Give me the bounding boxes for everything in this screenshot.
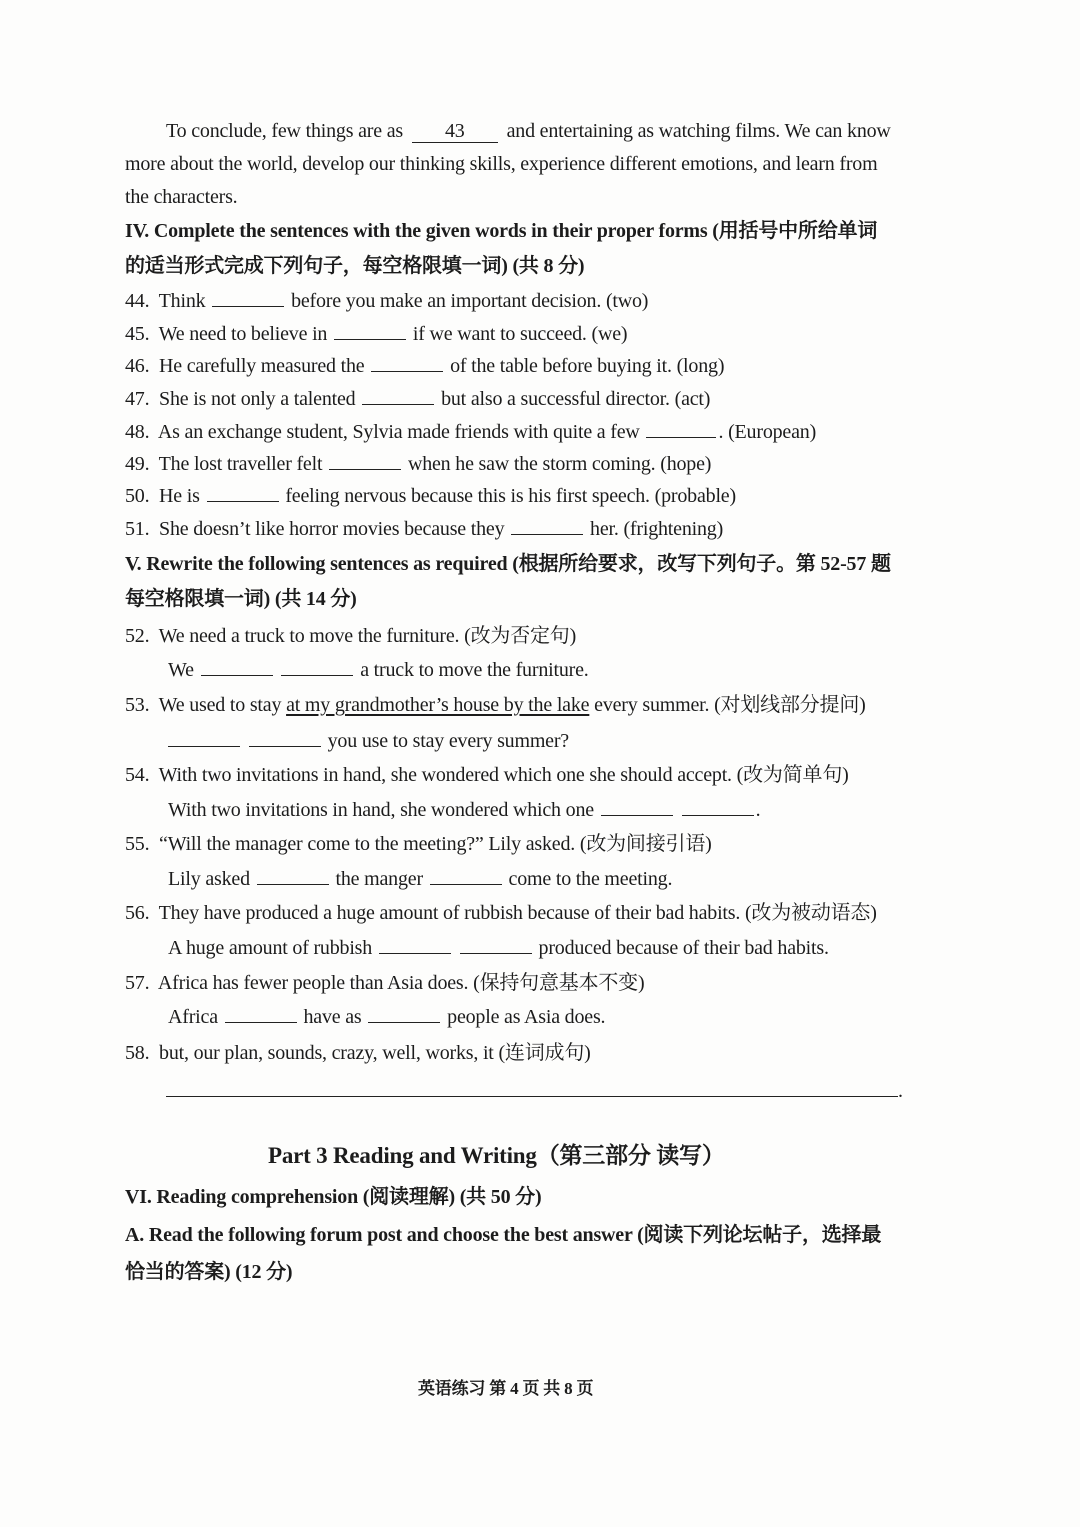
answer-blank[interactable] (682, 797, 754, 816)
answer-blank[interactable] (362, 386, 434, 405)
answer-blank[interactable] (334, 321, 406, 340)
answer-blank[interactable] (601, 797, 673, 816)
blank-43: 43 (412, 120, 498, 143)
question-56: 56. They have produced a huge amount of rubbish because of their bad habits. (改为被动语态) (125, 902, 877, 924)
question-46: 46. He carefully measured the of the table before buying it. (long) (125, 355, 725, 377)
section-5-heading: V. Rewrite the following sentences as required (根据所给要求，改写下列句子。第 52-57 题 (125, 553, 891, 575)
question-51: 51. She doesn’t like horror movies because they her. (frightening) (125, 518, 724, 540)
question-53: 53. We used to stay at my grandmother’s house by the lake every summer. (对划线部分提问) (125, 694, 866, 716)
answer-blank[interactable] (249, 728, 321, 747)
answer-blank[interactable] (329, 451, 401, 470)
section-4-heading-cont: 的适当形式完成下列句子，每空格限填一词) (共 8 分) (125, 255, 585, 277)
question-56-answer-line: A huge amount of rubbish produced because of their bad habits. (168, 937, 829, 959)
answer-long-line[interactable] (166, 1096, 898, 1097)
answer-blank[interactable] (257, 866, 329, 885)
answer-blank[interactable] (379, 935, 451, 954)
question-47: 47. She is not only a talented but also a successful director. (act) (125, 388, 711, 410)
question-55: 55. “Will the manager come to the meeting?” Lily asked. (改为间接引语) (125, 833, 712, 855)
question-52: 52. We need a truck to move the furniture. (改为否定句) (125, 625, 577, 647)
page-footer: 英语练习 第 4 页 共 8 页 (418, 1379, 594, 1398)
section-6-heading: VI. Reading comprehension (阅读理解) (共 50 分) (125, 1186, 542, 1208)
question-54-answer-line: With two invitations in hand, she wondered which one . (168, 799, 761, 821)
intro-text: and entertaining as watching films. We can know (506, 120, 891, 142)
question-52-answer-line: We a truck to move the furniture. (168, 659, 589, 681)
answer-blank[interactable] (368, 1004, 440, 1023)
answer-blank[interactable] (207, 483, 279, 502)
answer-blank[interactable] (430, 866, 502, 885)
question-57: 57. Africa has fewer people than Asia does. (保持句意基本不变) (125, 972, 645, 994)
underlined-phrase: at my grandmother’s house by the lake (286, 694, 590, 716)
question-55-answer-line: Lily asked the manger come to the meeting. (168, 868, 673, 890)
question-58: 58. but, our plan, sounds, crazy, well, works, it (连词成句) (125, 1042, 591, 1064)
question-48: 48. As an exchange student, Sylvia made friends with quite a few . (European) (125, 421, 817, 443)
question-49: 49. The lost traveller felt when he saw the storm coming. (hope) (125, 453, 712, 475)
intro-text: To conclude, few things are as (166, 120, 403, 142)
answer-blank[interactable] (460, 935, 532, 954)
section-4-heading: IV. Complete the sentences with the given words in their proper forms (用括号中所给单词 (125, 220, 878, 242)
question-53-answer-line: you use to stay every summer? (166, 728, 569, 754)
intro-line-1 (166, 118, 891, 144)
answer-blank[interactable] (168, 728, 240, 747)
question-57-answer-line: Africa have as people as Asia does. (168, 1006, 606, 1028)
answer-blank[interactable] (281, 657, 353, 676)
answer-blank[interactable] (371, 353, 443, 372)
section-a-heading-cont: 恰当的答案) (12 分) (125, 1261, 293, 1283)
answer-blank[interactable] (212, 288, 284, 307)
question-54: 54. With two invitations in hand, she wondered which one she should accept. (改为简单句) (125, 764, 849, 786)
intro-line-2: more about the world, develop our thinking skills, experience different emotions, and learn from (125, 153, 878, 175)
answer-blank[interactable] (201, 657, 273, 676)
answer-blank[interactable] (646, 419, 716, 438)
question-50: 50. He is feeling nervous because this is his first speech. (probable) (125, 485, 736, 507)
answer-blank[interactable] (225, 1004, 297, 1023)
intro-line-3: the characters. (125, 186, 238, 208)
section-a-heading: A. Read the following forum post and choose the best answer (阅读下列论坛帖子，选择最 (125, 1224, 882, 1246)
question-45: 45. We need to believe in if we want to succeed. (we) (125, 323, 628, 345)
section-5-heading-cont: 每空格限填一词) (共 14 分) (125, 588, 357, 610)
question-44: 44. Think before you make an important decision. (two) (125, 290, 649, 312)
part-3-title: Part 3 Reading and Writing（第三部分 读写） (268, 1143, 725, 1168)
answer-blank[interactable] (511, 516, 583, 535)
answer-end-period: . (898, 1080, 903, 1102)
